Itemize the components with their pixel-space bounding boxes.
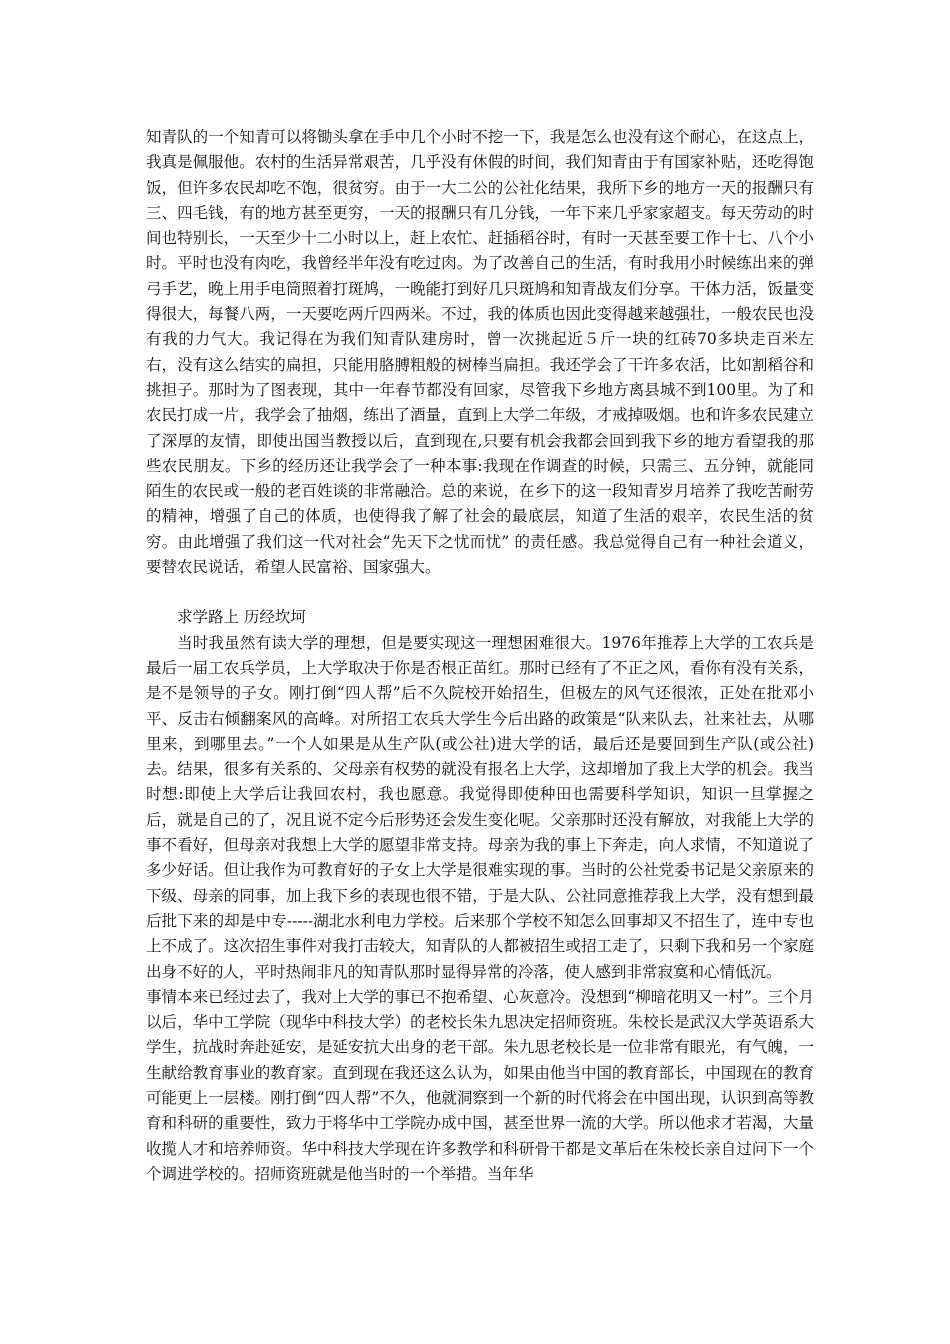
body-paragraph-2: 当时我虽然有读大学的理想，但是要实现这一理想困难很大。1976年推荐上大学的工农兵是最后一届工农兵学员，上大学取决于你是否根正苗红。那时已经有了不正之风，看你有没有关系，是不是领导的子女。刚打倒“四人帮”后不久院校开始招生，但极左的风气还很浓，正处在批邓小平、反击右倾翻案风的高峰。对所招工农兵大学生今后出路的政策是“队来队去，社来社去，从哪里来，到哪里去。”一个人如果是从生产队(或公社)进大学的话，最后还是要回到生产队(或公社)去。结果，很多有关系的、父母亲有权势的就没有报名上大学，这却增加了我上大学的机会。我当时想:即使上大学后让我回农村，我也愿意。我觉得即使种田也需要科学知识，知识一旦掌握之后，就是自己的了，况且说不定今后形势还会发生变化呢。父亲那时还没有解放，对我能上大学的事不看好，但母亲对我想上大学的愿望非常支持。母亲为我的事上下奔走，向人求情，不知道说了多少好话。但让我作为可教育好的子女上大学是很难实现的事。当时的公社党委书记是父亲原来的下级、母亲的同事，加上我下乡的表现也很不错，于是大队、公社同意推荐我上大学，没有想到最后批下来的却是中专-----湖北水利电力学校。后来那个学校不知怎么回事却又不招生了，连中专也上不成了。这次招生事件对我打击较大，知青队的人都被招生或招工走了，只剩下我和另一个家庭出身不好的人，平时热闹非凡的知青队那时显得异常的冷落，使人感到非常寂寞和心情低沉。: [146, 633, 814, 981]
body-paragraph-1: 知青队的一个知青可以将锄头拿在手中几个小时不挖一下，我是怎么也没有这个耐心，在这点上，我真是佩服他。农村的生活异常艰苦，几乎没有休假的时间，我们知青由于有国家补贴，还吃得饱饭，但许多农民却吃不饱，很贫穷。由于一大二公的公社化结果，我所下乡的地方一天的报酬只有三、四毛钱，有的地方甚至更穷，一天的报酬只有几分钱，一年下来几乎家家超支。每天劳动的时间也特别长，一天至少十二小时以上，赶上农忙、赶插稻谷时，有时一天甚至要工作十七、八个小时。平时也没有肉吃，我曾经半年没有吃过肉。为了改善自己的生活，有时我用小时候练出来的弹弓手艺，晚上用手电筒照着打斑鸠，一晚能打到好几只斑鸠和知青战友们分享。干体力活，饭量变得很大，每餐八两，一天要吃两斤四两米。不过，我的体质也因此变得越来越强壮，一般农民也没有我的力气大。我记得在为我们知青队建房时，曾一次挑起近５斤一块的红砖70多块走百米左右，没有这么结实的扁担，只能用胳膊粗般的树棒当扁担。我还学会了干许多农活，比如割稻谷和挑担子。那时为了图表现，其中一年春节都没有回家，尽管我下乡地方离县城不到100里。为了和农民打成一片，我学会了抽烟，练出了酒量，直到上大学二年级，才戒掉吸烟。也和许多农民建立了深厚的友情，即使出国当教授以后，直到现在,只要有机会我都会回到我下乡的地方看望我的那些农民朋友。下乡的经历还让我学会了一种本事:我现在作调查的时候，只需三、五分钟，就能同陌生的农民或一般的老百姓谈的非常融洽。总的来说，在乡下的这一段知青岁月培养了我吃苦耐劳的精神，增强了自己的体质，也使得我了解了社会的最底层，知道了生活的艰辛，农民生活的贫穷。由此增强了我们这一代对社会“先天下之忧而忧” 的责任感。我总觉得自己有一种社会道义，要替农民说话，希望人民富裕、国家强大。: [146, 128, 814, 577]
section-heading: 求学路上 历经坎坷: [177, 608, 306, 627]
body-paragraph-3: 事情本来已经过去了，我对上大学的事已不抱希望、心灰意冷。没想到“柳暗花明又一村”。三个月以后，华中工学院（现华中科技大学）的老校长朱九思决定招师资班。朱校长是武汉大学英语系大学生，抗战时奔赴延安，是延安抗大出身的老干部。朱九思老校长是一位非常有眼光，有气魄，一生献给教育事业的教育家。直到现在我还这么认为，如果由他当中国的教育部长，中国现在的教育可能更上一层楼。刚打倒“四人帮”不久，他就洞察到一个新的时代将会在中国出现，认识到高等教育和科研的重要性，致力于将华中工学院办成中国，甚至世界一流的大学。所以他求才若渴，大量收揽人才和培养师资。华中科技大学现在许多教学和科研骨干都是文革后在朱校长亲自过问下一个个调进学校的。招师资班就是他当时的一个举措。当年华: [146, 987, 814, 1183]
paragraph-spacer: [146, 580, 814, 605]
document-body: [146, 125, 814, 1187]
